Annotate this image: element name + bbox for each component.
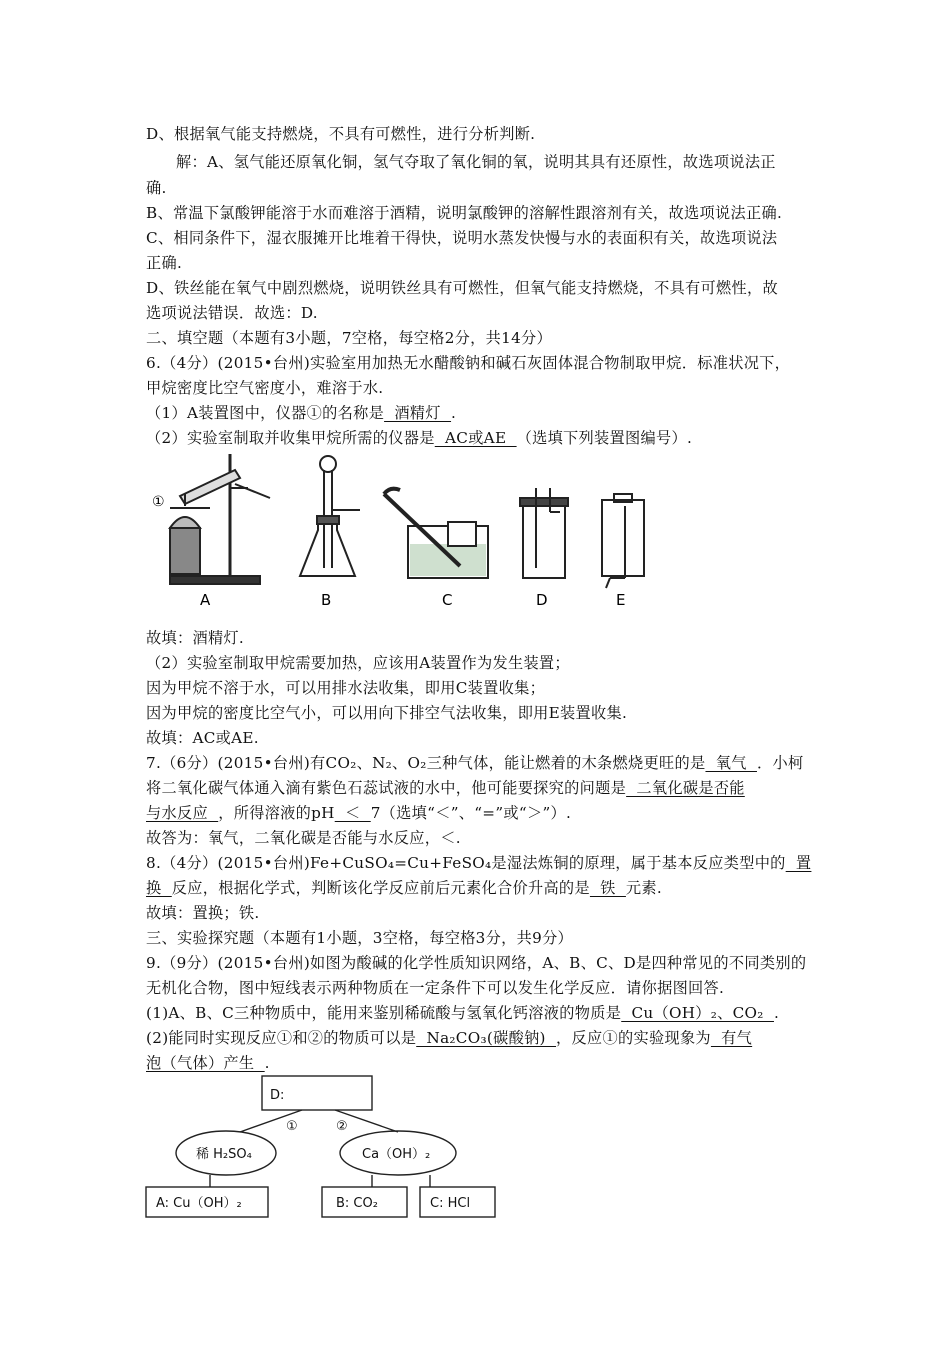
text-line (146, 428, 692, 448)
text-line (146, 828, 461, 848)
text-span: 选项说法错误．故选：D. (146, 304, 318, 322)
text-line (176, 152, 776, 172)
text-line (146, 1003, 779, 1023)
text-span: 7（选填“＜”、“=”或“＞”）. (370, 804, 572, 822)
text-line (146, 703, 627, 723)
text-span: D、根据氧气能支持燃烧，不具有可燃性，进行分析判断. (146, 125, 536, 143)
text-line (146, 378, 383, 398)
text-line (146, 1028, 752, 1048)
text-span: . (264, 1054, 270, 1072)
text-span: (2)能同时实现反应①和②的物质可以是 (146, 1029, 417, 1047)
text-span: D、铁丝能在氧气中剧烈燃烧，说明铁丝具有可燃性，但氧气能支持燃烧，不具有可燃性，故 (146, 279, 778, 297)
text-span: B、常温下氯酸钾能溶于水而难溶于酒精，说明氯酸钾的溶解性跟溶剂有关，故选项说法正确. (146, 204, 783, 222)
text-span: 7.（6分）(2015•台州)有CO₂、N₂、O₂三种气体，能让燃着的木条燃烧更旺的是 (146, 754, 706, 772)
text-span: （1）A装置图中，仪器①的名称是 (146, 404, 385, 422)
label-b: B (321, 591, 332, 609)
text-span: 9.（9分）(2015•台州)如图为酸碱的化学性质知识网络，A、B、C、D是四种常见的不同类别的 (146, 954, 807, 972)
text-span: 6.（4分）(2015•台州)实验室用加热无水醋酸钠和碱石灰固体混合物制取甲烷．标准状况下， (146, 354, 791, 372)
answer-blank: 氧气 (705, 754, 757, 772)
answer-blank: 换 (146, 879, 172, 897)
text-line (146, 678, 545, 698)
text-line (146, 903, 260, 923)
text-line (146, 978, 724, 998)
answer-blank: 有气 (710, 1029, 753, 1047)
text-line (146, 628, 244, 648)
answer-blank: 与水反应 (146, 804, 219, 822)
instrument-marker: ① (152, 494, 165, 510)
label-d: D (536, 591, 548, 609)
text-line (146, 953, 806, 973)
text-line (146, 778, 745, 798)
edge-one: ① (286, 1119, 298, 1134)
text-line (146, 728, 259, 748)
text-span: 反应，根据化学式，判断该化学反应前后元素化合价升高的是 (171, 879, 590, 897)
text-span: ．小柯 (756, 754, 804, 772)
text-line (146, 403, 456, 423)
apparatus-a (170, 454, 270, 584)
text-span: 故答为：氧气，二氧化碳是否能与水反应，＜. (146, 829, 461, 847)
text-line (146, 203, 782, 223)
text-span: . (451, 404, 457, 422)
answer-blank: 酒精灯 (384, 404, 452, 422)
text-span: 故填：置换；铁. (146, 904, 260, 922)
answer-blank: 置 (785, 854, 812, 872)
text-span: 将二氧化碳气体通入滴有紫色石蕊试液的水中，他可能要探究的问题是 (146, 779, 627, 797)
text-line (146, 328, 552, 348)
text-line (146, 253, 182, 273)
text-span: 因为甲烷不溶于水，可以用排水法收集，即用C装置收集； (146, 679, 546, 697)
caoh2-label: Ca（OH）₂ (362, 1147, 431, 1162)
answer-blank: ＜ (334, 804, 371, 822)
answer-blank: 二氧化碳是否能 (626, 779, 745, 797)
text-line (146, 278, 778, 298)
h2so4-label: 稀 H₂SO₄ (196, 1147, 252, 1162)
answer-blank: Na₂CO₃(碳酸钠) (416, 1029, 557, 1047)
text-line (146, 853, 811, 873)
label-e: E (616, 591, 626, 609)
label-a: A (200, 591, 211, 609)
text-span: ，反应①的实验现象为 (556, 1029, 711, 1047)
text-line (146, 653, 570, 673)
text-line (146, 753, 803, 773)
text-span: 因为甲烷的密度比空气小，可以用向下排空气法收集，即用E装置收集. (146, 704, 628, 722)
edge-two: ② (336, 1119, 348, 1134)
text-line (146, 928, 573, 948)
apparatus-b (300, 456, 360, 576)
apparatus-c (384, 489, 488, 578)
acid-base-network (140, 1070, 510, 1230)
apparatus-d (520, 488, 568, 578)
text-line (146, 303, 318, 323)
text-span: 甲烷密度比空气密度小，难溶于水. (146, 379, 384, 397)
text-span: 元素. (625, 879, 663, 897)
text-span: ，所得溶液的pH (218, 804, 335, 822)
text-line (146, 878, 662, 898)
top-label: D: (270, 1088, 285, 1103)
text-span: 无机化合物，图中短线表示两种物质在一定条件下可以发生化学反应．请你据图回答. (146, 979, 725, 997)
text-span: 确. (146, 179, 167, 197)
answer-blank: 铁 (589, 879, 626, 897)
text-span: （选填下列装置图编号）. (516, 429, 693, 447)
text-line (146, 228, 777, 248)
box-c-label: C: HCl (430, 1196, 471, 1211)
answer-blank: Cu（OH）₂、CO₂ (621, 1004, 774, 1022)
answer-blank: 泡（气体）产生 (146, 1054, 265, 1072)
text-span: 解：A、氢气能还原氧化铜，氢气夺取了氧化铜的氧，说明其具有还原性，故选项说法正 (176, 153, 776, 171)
text-span: 正确. (146, 254, 183, 272)
text-span: 故填：AC或AE. (146, 729, 259, 747)
label-c: C (442, 591, 453, 609)
text-span: 8.（4分）(2015•台州)Fe+CuSO₄=Cu+FeSO₄是湿法炼铜的原理，属于基本反应类型中的 (146, 854, 786, 872)
text-span: 故填：酒精灯. (146, 629, 245, 647)
box-b-label: B: CO₂ (336, 1196, 378, 1211)
text-line (146, 178, 167, 198)
text-span: (1)A、B、C三种物质中，能用来鉴别稀硫酸与氢氧化钙溶液的物质是 (146, 1004, 622, 1022)
text-span: . (773, 1004, 780, 1022)
answer-blank: AC或AE (434, 429, 517, 447)
text-line (146, 124, 535, 144)
box-a-label: A: Cu（OH）₂ (156, 1196, 242, 1211)
text-line (146, 803, 571, 823)
apparatus-e (602, 494, 644, 588)
apparatus-figure (140, 448, 660, 618)
text-span: （2）实验室制取甲烷需要加热，应该用A装置作为发生装置； (146, 654, 570, 672)
text-span: （2）实验室制取并收集甲烷所需的仪器是 (146, 429, 435, 447)
text-line (146, 353, 790, 373)
text-span: C、相同条件下，湿衣服摊开比堆着干得快，说明水蒸发快慢与水的表面积有关，故选项说法 (146, 229, 778, 247)
text-span: 三、实验探究题（本题有1小题，3空格，每空格3分，共9分） (146, 929, 574, 947)
text-span: 二、填空题（本题有3小题，7空格，每空格2分，共14分） (146, 329, 553, 347)
